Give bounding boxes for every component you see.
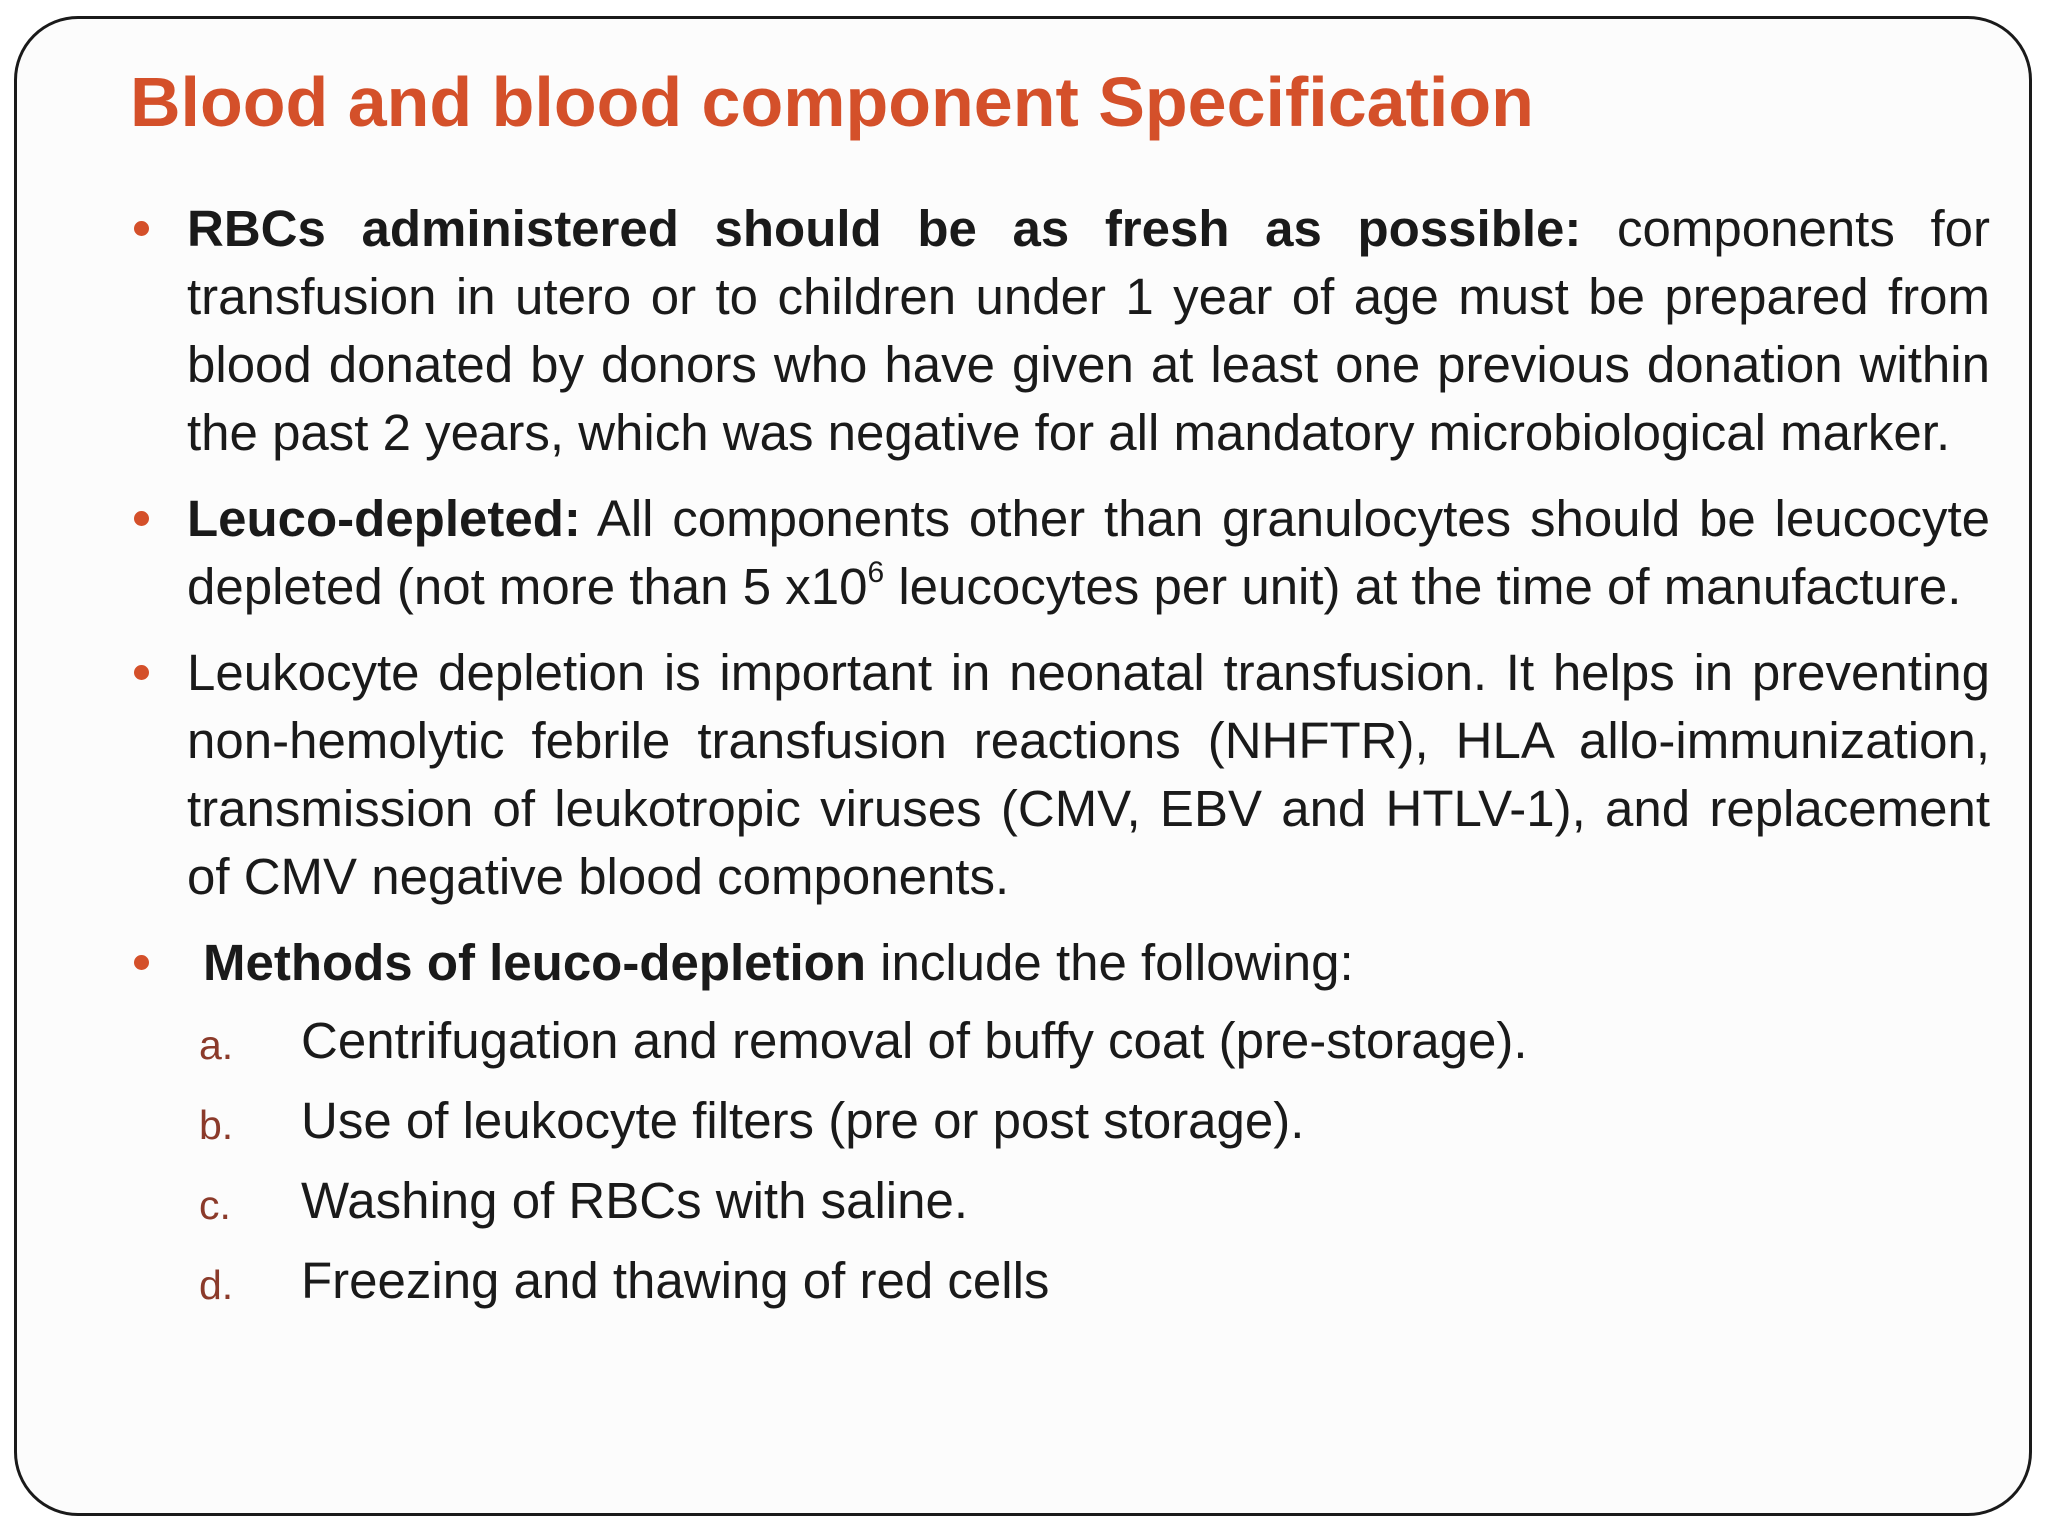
bullet-text: include the following: (865, 934, 1354, 991)
sub-list-text: Freezing and thawing of red cells (301, 1252, 1050, 1309)
bullet-bold-lead: Methods of leuco-depletion (203, 934, 866, 991)
sub-list-text: Use of leukocyte filters (pre or post storage). (301, 1092, 1305, 1149)
sub-list-item (187, 1001, 1990, 1081)
slide-title: Blood and blood component Specification (130, 63, 1534, 141)
bullet-item (130, 485, 1990, 621)
sub-list (187, 1001, 1990, 1321)
slide (14, 16, 2032, 1516)
bullet-text: Leukocyte depletion is important in neonatal transfusion. It helps in preventing non-hemolytic febrile transfusion reactions (NHFTR), HLA allo-immunization, transmission of leukotropic viruses (CMV, EBV and HTLV-1), and replacement of CMV negative blood components. (187, 644, 1990, 905)
bullet-text: components for transfusion in utero or to children under 1 year of age must be prepared from blood donated by donors who have given at least one previous donation within the past 2 years, which was negative for all mandatory microbiological marker. (187, 200, 1990, 461)
bullet-item (130, 639, 1990, 911)
sub-list-text: Centrifugation and removal of buffy coat (pre-storage). (301, 1012, 1528, 1069)
bullet-item (130, 195, 1990, 467)
sub-list-marker: a. (199, 1022, 234, 1068)
bullet-bold-lead: RBCs administered should be as fresh as possible: (187, 200, 1582, 257)
bullet-item (130, 929, 1990, 1321)
sub-list-item (187, 1241, 1990, 1321)
bullet-bold-lead: Leuco-depleted: (187, 490, 581, 547)
sub-list-item (187, 1161, 1990, 1241)
bullet-text: All components other than granulocytes should be leucocyte depleted (not more than 5 x10 (187, 490, 1990, 615)
bullet-dot-icon (134, 221, 149, 236)
bullet-dot-icon (134, 511, 149, 526)
superscript: 6 (867, 556, 885, 589)
sub-list-marker: b. (199, 1102, 234, 1148)
sub-list-marker: c. (199, 1182, 231, 1228)
sub-list-marker: d. (199, 1262, 234, 1308)
sub-list-text: Washing of RBCs with saline. (301, 1172, 969, 1229)
bullet-dot-icon (134, 665, 149, 680)
bullet-text: leucocytes per unit) at the time of manufacture. (884, 558, 1962, 615)
bullet-list (130, 195, 1990, 1339)
bullet-dot-icon (134, 955, 149, 970)
sub-list-item (187, 1081, 1990, 1161)
